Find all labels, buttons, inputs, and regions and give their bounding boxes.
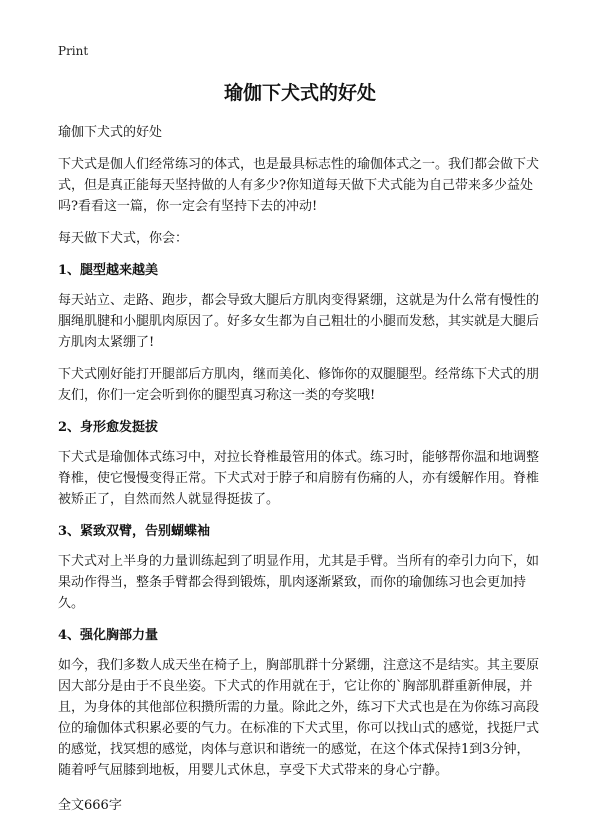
section-3-paragraph-1: 下犬式对上半身的力量训练起到了明显作用，尤其是手臂。当所有的牵引力向下，如果动作得当，整条手臂都会得到锻炼，肌肉逐渐紧致，而你的瑜伽练习也会更加持久。 xyxy=(58,554,540,611)
intro-paragraph: 下犬式是伽人们经常练习的体式，也是最具标志性的瑜伽体式之一。我们都会做下犬式，但是真正能每天坚持做的人有多少?你知道每天做下犬式能为自己带来多少益处吗?看看这一篇，你一定会有坚持下去的冲动! xyxy=(58,157,540,214)
document-subtitle: 瑜伽下犬式的好处 xyxy=(58,125,163,140)
section-heading-3: 3、紧致双臂，告别蝴蝶袖 xyxy=(58,524,211,539)
section-1-paragraph-2: 下犬式刚好能打开腿部后方肌肉，继而美化、修饰你的双腿腿型。经常练下犬式的朋友们，你们一定会听到你的腿型真习称这一类的夸奖哦! xyxy=(58,367,540,403)
section-heading-1: 1、腿型越来越美 xyxy=(58,263,159,278)
lead-in-paragraph: 每天做下犬式，你会： xyxy=(58,231,189,246)
document-title: 瑜伽下犬式的好处 xyxy=(223,82,376,104)
word-count: 全文666字 xyxy=(58,798,122,813)
section-heading-4: 4、强化胸部力量 xyxy=(58,628,159,643)
section-1-paragraph-1: 每天站立、走路、跑步，都会导致大腿后方肌肉变得紧绷，这就是为什么常有慢性的腘绳肌腱和小腿肌肉原因了。好多女生都为自己粗壮的小腿而发愁，其实就是大腿后方肌肉太紧绷了! xyxy=(58,293,540,350)
section-4-paragraph-1: 如今，我们多数人成天坐在椅子上，胸部肌群十分紧绷，注意这不是结实。其主要原因大部分是由于不良坐姿。下犬式的作用就在于，它让你的`胸部肌群重新伸展，并且，为身体的其他部位积攒所需的力量。除此之外，练习下犬式也是在为你练习高段位的瑜伽体式积累必要的气力。在标准的下犬式里，你可以找山式的感觉，找挺尸式的感觉，找冥想的感觉，肉体与意识和谐统一的感觉，在这个体式保持1到3分钟，随着呼气屈膝到地板，用婴儿式休息，享受下犬式带来的身心宁静。 xyxy=(58,658,540,778)
section-2-paragraph-1: 下犬式是瑜伽体式练习中，对拉长脊椎最管用的体式。练习时，能够帮你温和地调整脊椎，使它慢慢变得正常。下犬式对于脖子和肩膀有伤痛的人，亦有缓解作用。脊椎被矫正了，自然而然人就显得挺拔了。 xyxy=(58,450,540,507)
section-heading-2: 2、身形愈发挺拔 xyxy=(58,420,159,435)
print-link[interactable]: Print xyxy=(58,44,89,58)
